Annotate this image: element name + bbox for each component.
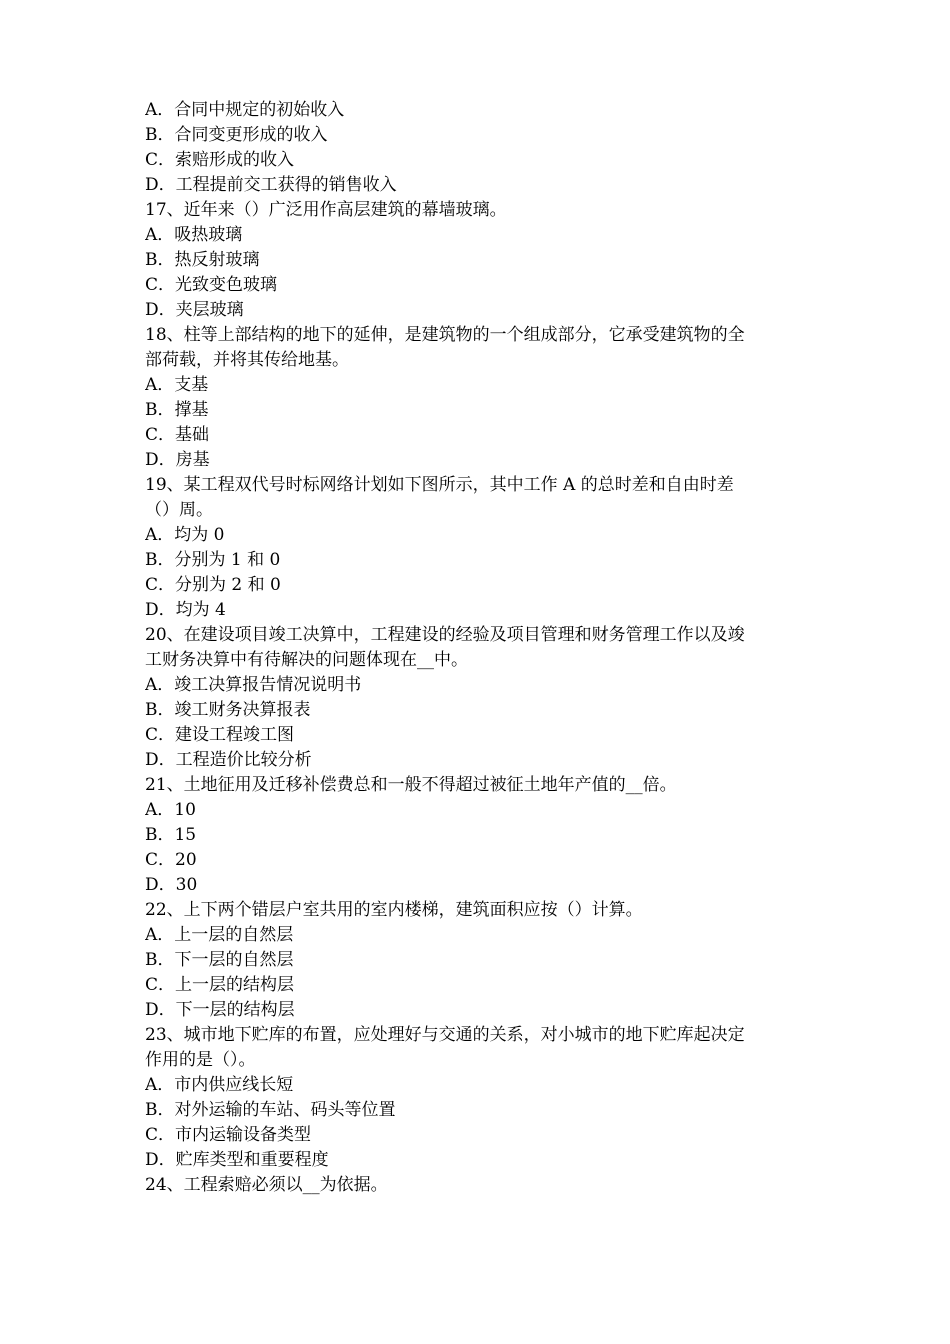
question-line: 18、柱等上部结构的地下的延伸，是建筑物的一个组成部分，它承受建筑物的全 [145,325,745,345]
text-line: A．支基 [145,375,209,395]
text-line: A．合同中规定的初始收入 [145,100,345,120]
text-line: B．合同变更形成的收入 [145,125,328,145]
question-line: 21、土地征用及迁移补偿费总和一般不得超过被征土地年产值的__倍。 [145,775,677,795]
text-line: C．20 [145,850,197,870]
question-line: 部荷载，并将其传给地基。 [145,350,349,370]
text-line: B．15 [145,825,197,845]
question-line: 19、某工程双代号时标网络计划如下图所示，其中工作 A 的总时差和自由时差 [145,475,734,495]
text-line: D．房基 [145,450,210,470]
document-body [145,98,810,1198]
question-line: 作用的是（）。 [145,1050,256,1070]
text-line: D．均为 4 [145,600,226,620]
text-line: B．撑基 [145,400,209,420]
text-line: A．市内供应线长短 [145,1075,294,1095]
text-line: C．基础 [145,425,210,445]
text-line: B．下一层的自然层 [145,950,294,970]
text-line: B．竣工财务决算报表 [145,700,311,720]
text-line: B．对外运输的车站、码头等位置 [145,1100,396,1120]
question-line: 23、城市地下贮库的布置，应处理好与交通的关系，对小城市的地下贮库起决定 [145,1025,745,1045]
text-line: A．10 [145,800,196,820]
text-line: C．建设工程竣工图 [145,725,295,745]
text-line: D．贮库类型和重要程度 [145,1150,329,1170]
question-line: 工财务决算中有待解决的问题体现在__中。 [145,650,468,670]
text-line: B．分别为 1 和 0 [145,550,281,570]
text-line: A．均为 0 [145,525,225,545]
text-line: D．工程提前交工获得的销售收入 [145,175,397,195]
question-line: 22、上下两个错层户室共用的室内楼梯，建筑面积应按（）计算。 [145,900,643,920]
text-line: C．索赔形成的收入 [145,150,295,170]
text-line: D．夹层玻璃 [145,300,244,320]
question-line: （）周。 [145,500,213,520]
text-line: D．下一层的结构层 [145,1000,295,1020]
text-line: D．30 [145,875,198,895]
text-line: A．上一层的自然层 [145,925,294,945]
question-line: 17、近年来（）广泛用作高层建筑的幕墙玻璃。 [145,200,507,220]
text-line: C．分别为 2 和 0 [145,575,281,595]
text-line: C．上一层的结构层 [145,975,295,995]
text-line: A．竣工决算报告情况说明书 [145,675,362,695]
question-line: 24、工程索赔必须以__为依据。 [145,1175,388,1195]
text-line: A．吸热玻璃 [145,225,243,245]
text-line: D．工程造价比较分析 [145,750,312,770]
text-line: B．热反射玻璃 [145,250,260,270]
text-line: C．市内运输设备类型 [145,1125,312,1145]
question-line: 20、在建设项目竣工决算中，工程建设的经验及项目管理和财务管理工作以及竣 [145,625,745,645]
text-line: C．光致变色玻璃 [145,275,278,295]
